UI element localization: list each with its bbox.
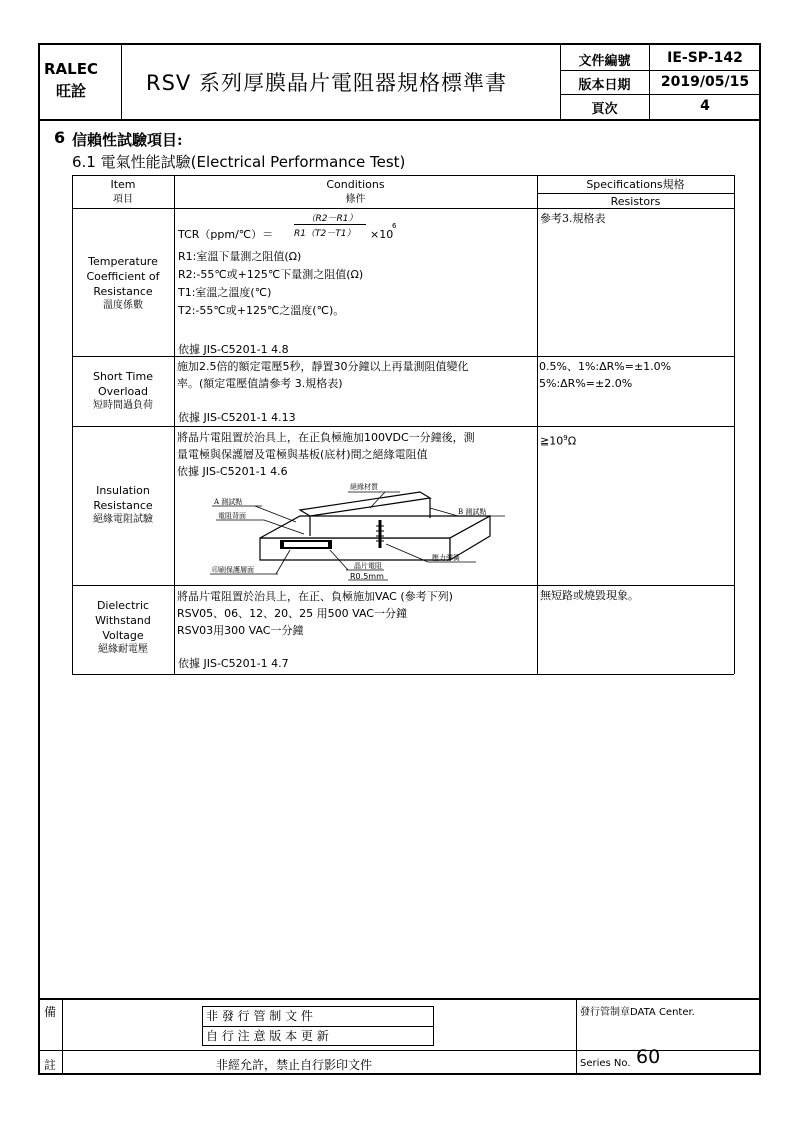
dwv-item-line: Voltage bbox=[102, 629, 144, 642]
tcr-reference: 依據 JIS-C5201-1 4.8 bbox=[178, 343, 289, 356]
dwv-item bbox=[72, 598, 174, 657]
sto-spec-line: 5%:ΔR%=±2.0% bbox=[539, 377, 633, 390]
label-insulation-material: 絕緣材質 bbox=[350, 483, 378, 491]
ir-conditions bbox=[177, 429, 475, 480]
version-value: 2019/05/15 bbox=[660, 74, 750, 90]
insulation-fixture-diagram bbox=[200, 478, 530, 584]
tcr-condition-line: T1:室溫之溫度(℃) bbox=[178, 286, 272, 299]
company-name-zh: 旺詮 bbox=[56, 82, 87, 100]
header-meta-rule-1 bbox=[560, 70, 761, 71]
tcr-condition-line: R2:-55℃或+125℃下量測之阻值(Ω) bbox=[178, 268, 364, 281]
tcr-formula-exponent: 6 bbox=[392, 222, 397, 230]
footer-note-bottom: 註 bbox=[44, 1058, 57, 1072]
doc-no-value: IE-SP-142 bbox=[667, 50, 743, 66]
header-bottom-rule bbox=[38, 119, 761, 121]
series-label: Series No. bbox=[580, 1058, 631, 1069]
sto-spec bbox=[539, 358, 671, 392]
ir-spec bbox=[540, 431, 576, 449]
tcr-formula-rhs: ×10 bbox=[370, 228, 394, 241]
tcr-condition-line: T2:-55℃或+125℃之溫度(℃)。 bbox=[178, 304, 345, 317]
header-meta-rule-2 bbox=[560, 94, 761, 95]
tcr-condition-line: R1:室溫下量測之阻值(Ω) bbox=[178, 250, 302, 263]
uncontrolled-stamp bbox=[202, 1006, 434, 1046]
footer-note-top: 備 bbox=[44, 1005, 57, 1019]
tcr-conditions bbox=[178, 248, 363, 320]
ir-condition-line: 量電極與保護層及電極與基板(底材)間之絕緣電阻值 bbox=[177, 448, 428, 461]
ir-spec-unit: Ω bbox=[567, 434, 577, 448]
section-title: 信賴性試驗項目: bbox=[72, 131, 183, 149]
stamp-line-2: 自 行 注 意 版 本 更 新 bbox=[203, 1026, 433, 1046]
label-radius: R0.5mm bbox=[350, 572, 384, 581]
sto-item-line: Overload bbox=[98, 385, 148, 398]
head-item-zh: 項目 bbox=[113, 194, 133, 205]
tcr-item-line: Resistance bbox=[93, 285, 153, 298]
table-rule-bottom bbox=[72, 674, 734, 675]
tcr-formula-lhs: TCR（ppm/℃）＝ bbox=[178, 228, 274, 241]
ir-spec-exponent: 9 bbox=[563, 434, 568, 442]
head-item-en: Item bbox=[110, 178, 136, 191]
label-chip-resistor: 晶片電阻 bbox=[354, 562, 382, 570]
label-resistor-back: 電阻背面 bbox=[218, 512, 246, 520]
dwv-item-line: Dielectric bbox=[96, 599, 150, 612]
dwv-condition-line: RSV05、06、12、20、25 用500 VAC一分鐘 bbox=[177, 607, 407, 620]
tcr-item-line: 溫度係數 bbox=[103, 300, 143, 311]
table-rule-row2 bbox=[72, 426, 734, 427]
tcr-formula-bar bbox=[294, 224, 366, 225]
ir-item-line: 絕緣電阻試驗 bbox=[93, 514, 153, 525]
ir-item-line: Resistance bbox=[93, 499, 153, 512]
dwv-condition-line: RSV03用300 VAC一分鐘 bbox=[177, 624, 304, 637]
copyright-notice: 非經允許，禁止自行影印文件 bbox=[216, 1058, 373, 1072]
dwv-item-line: 絕緣耐電壓 bbox=[98, 644, 148, 655]
dwv-conditions bbox=[177, 588, 453, 639]
head-cond-en: Conditions bbox=[326, 178, 385, 191]
ir-spec-prefix: ≧10 bbox=[540, 434, 564, 448]
page-label: 頁次 bbox=[591, 102, 618, 117]
table-rule-col1 bbox=[174, 175, 175, 674]
dwv-spec: 無短路或燒毀現象。 bbox=[540, 589, 639, 602]
footer-top-rule bbox=[38, 998, 761, 1000]
sto-conditions bbox=[177, 358, 469, 392]
version-label: 版本日期 bbox=[578, 78, 631, 93]
company-name-en: RALEC bbox=[44, 60, 98, 78]
insulation-plate bbox=[300, 492, 430, 516]
table-rule-row3 bbox=[72, 585, 734, 586]
issuer-stamp-label: 發行管制章DATA Center. bbox=[580, 1007, 695, 1018]
stamp-line-1: 非 發 行 管 制 文 件 bbox=[206, 1009, 313, 1023]
ir-item-line: Insulation bbox=[96, 484, 150, 497]
dwv-item-line: Withstand bbox=[95, 614, 151, 627]
tcr-formula-denominator: R1（T2－T1） bbox=[294, 229, 356, 239]
table-rule-right bbox=[734, 175, 735, 674]
sto-reference: 依據 JIS-C5201-1 4.13 bbox=[178, 411, 296, 424]
dwv-condition-line: 將晶片電阻置於治具上，在正、負極施加VAC (參考下列) bbox=[177, 590, 453, 603]
section-number: 6 bbox=[54, 128, 66, 147]
sto-item-line: 短時間過負荷 bbox=[93, 400, 153, 411]
sto-spec-line: 0.5%、1%:ΔR%=±1.0% bbox=[539, 360, 672, 373]
tcr-spec: 參考3.規格表 bbox=[540, 212, 606, 225]
label-spring: 壓力彈簧 bbox=[432, 554, 460, 562]
header-divider-logo bbox=[121, 43, 122, 119]
label-point-a: A 測試點 bbox=[214, 498, 243, 506]
sto-item-line: Short Time bbox=[93, 370, 153, 383]
head-cond-zh: 條件 bbox=[345, 194, 366, 205]
footer-divider-note bbox=[62, 998, 63, 1075]
head-spec-sub: Resistors bbox=[610, 195, 661, 208]
page-value: 4 bbox=[700, 98, 710, 114]
tcr-item bbox=[72, 254, 174, 313]
sto-condition-line: 施加2.5倍的額定電壓5秒，靜置30分鐘以上再量測阻值變化 bbox=[177, 360, 469, 373]
footer-divider-issuer bbox=[576, 998, 577, 1075]
sto-condition-line: 率。(額定電壓值請參考 3.規格表) bbox=[177, 377, 343, 390]
series-number: 60 bbox=[636, 1046, 661, 1068]
subsection-title: 6.1 電氣性能試驗(Electrical Performance Test) bbox=[72, 153, 406, 171]
table-rule-row1 bbox=[72, 356, 734, 357]
label-point-b: B 測試點 bbox=[458, 508, 487, 516]
tcr-formula-numerator: （R2－R1） bbox=[306, 214, 358, 224]
dwv-reference: 依據 JIS-C5201-1 4.7 bbox=[178, 657, 289, 670]
tcr-item-line: Coefficient of bbox=[86, 270, 160, 283]
ir-condition-line: 依據 JIS-C5201-1 4.6 bbox=[177, 465, 288, 478]
ir-item bbox=[72, 483, 174, 527]
table-rule-col2 bbox=[537, 175, 538, 674]
sto-item bbox=[72, 369, 174, 413]
ir-condition-line: 將晶片電阻置於治具上，在正負極施加100VDC一分鐘後，測 bbox=[177, 431, 475, 444]
table-rule-top bbox=[72, 175, 734, 176]
doc-no-label: 文件編號 bbox=[578, 54, 631, 69]
tcr-item-line: Temperature bbox=[88, 255, 158, 268]
document-title: RSV 系列厚膜晶片電阻器規格標準書 bbox=[146, 71, 507, 95]
label-printed-layer: 印刷保護層面 bbox=[212, 566, 254, 574]
head-spec: Specifications規格 bbox=[586, 178, 685, 191]
